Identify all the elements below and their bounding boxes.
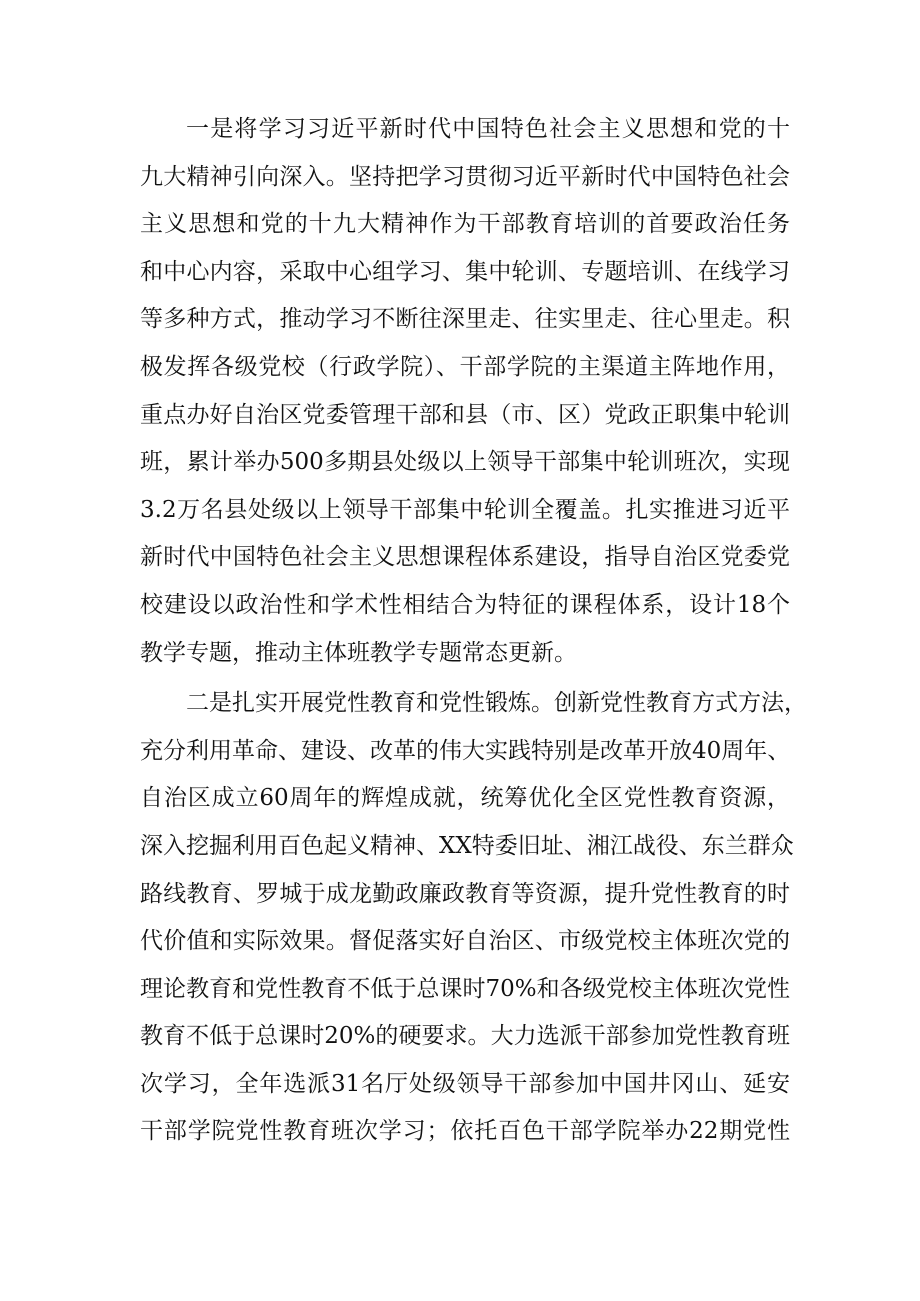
- paragraph-line: 代价值和实际效果。督促落实好自治区、市级党校主体班次党的: [140, 928, 790, 955]
- paragraph-line: 二是扎实开展党性教育和党性锻炼。创新党性教育方式方法，: [186, 690, 807, 717]
- paragraph-line: 九大精神引向深入。坚持把学习贯彻习近平新时代中国特色社会: [140, 163, 790, 190]
- paragraph-line: 班，累计举办500多期县处级以上领导干部集中轮训班次，实现: [140, 449, 790, 476]
- paragraph-line: 教育不低于总课时20%的硬要求。大力选派干部参加党性教育班: [140, 1023, 790, 1050]
- paragraph-line: 深入挖掘利用百色起义精神、XX特委旧址、湘江战役、东兰群众: [140, 832, 794, 859]
- paragraph-line: 干部学院党性教育班次学习；依托百色干部学院举办22期党性: [140, 1118, 790, 1145]
- paragraph-line: 路线教育、罗城于成龙勤政廉政教育等资源，提升党性教育的时: [140, 880, 790, 907]
- paragraph-line: 极发挥各级党校（行政学院）、干部学院的主渠道主阵地作用，: [140, 353, 790, 380]
- paragraph-line: 自治区成立60周年的辉煌成就，统筹优化全区党性教育资源，: [140, 785, 790, 812]
- paragraph-line: 3.2万名县处级以上领导干部集中轮训全覆盖。扎实推进习近平: [140, 496, 790, 523]
- paragraph-2: [140, 680, 807, 1156]
- paragraph-line: 充分利用革命、建设、改革的伟大实践特别是改革开放40周年、: [140, 737, 791, 764]
- paragraph-line: 一是将学习习近平新时代中国特色社会主义思想和党的十: [186, 116, 790, 142]
- paragraph-1: [140, 106, 790, 677]
- paragraph-line: 新时代中国特色社会主义思想课程体系建设，指导自治区党委党: [140, 544, 790, 571]
- paragraph-line: 和中心内容，采取中心组学习、集中轮训、专题培训、在线学习: [140, 258, 790, 285]
- paragraph-line: 等多种方式，推动学习不断往深里走、往实里走、往心里走。积: [140, 306, 790, 333]
- document-body: [140, 106, 807, 1156]
- paragraph-line: 次学习，全年选派31名厅处级领导干部参加中国井冈山、延安: [140, 1070, 790, 1097]
- paragraph-line: 教学专题，推动主体班教学专题常态更新。: [140, 639, 577, 666]
- paragraph-line: 理论教育和党性教育不低于总课时70%和各级党校主体班次党性: [140, 975, 790, 1002]
- paragraph-line: 重点办好自治区党委管理干部和县（市、区）党政正职集中轮训: [140, 401, 790, 428]
- paragraph-line: 校建设以政治性和学术性相结合为特征的课程体系，设计18个: [140, 591, 790, 618]
- paragraph-line: 主义思想和党的十九大精神作为干部教育培训的首要政治任务: [140, 211, 790, 238]
